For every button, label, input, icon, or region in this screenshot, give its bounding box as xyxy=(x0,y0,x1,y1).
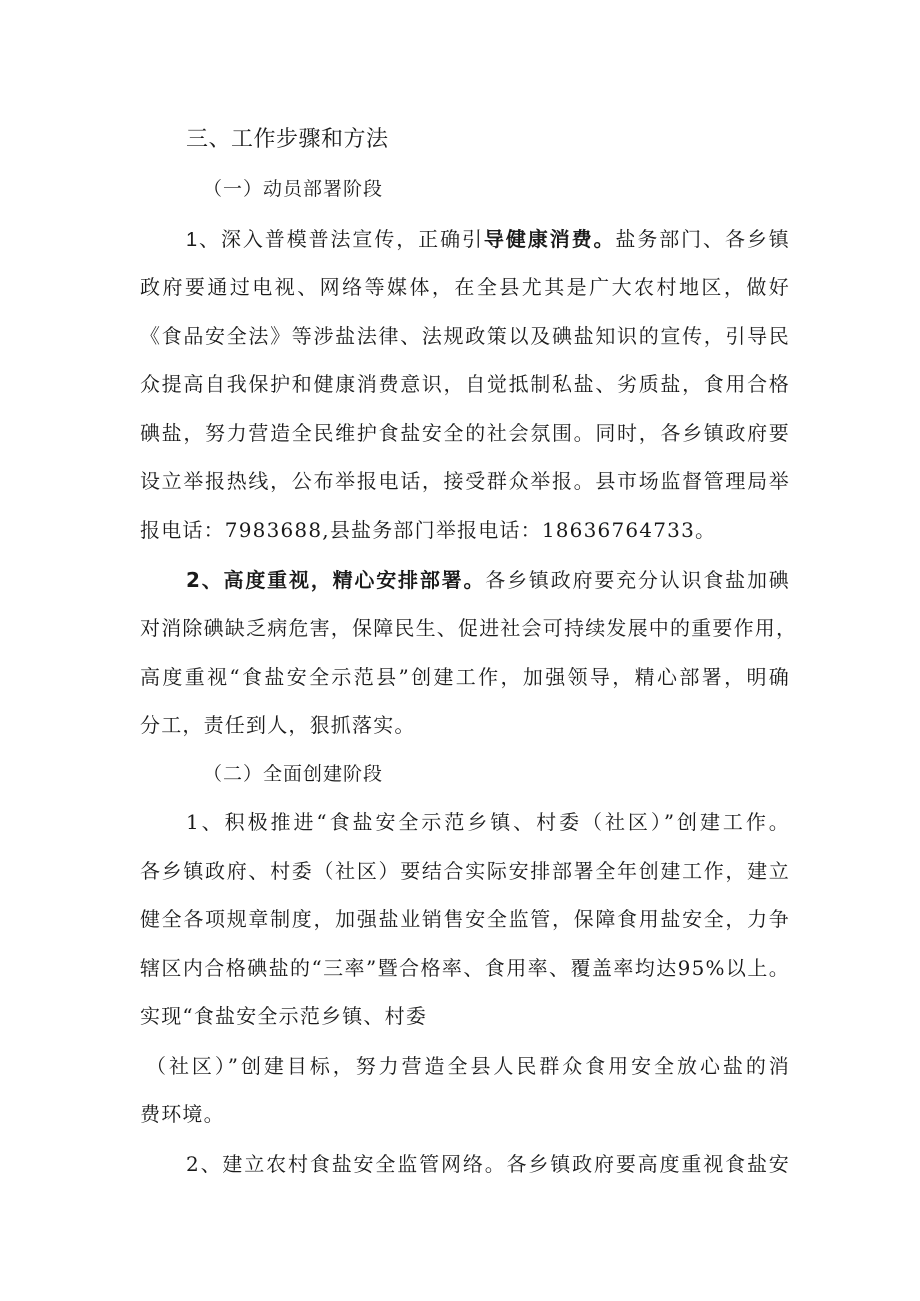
item-lead: 深入普模普法宣传，正确引 xyxy=(220,227,484,251)
paragraph-line: 高度重视“食盐安全示范县”创建工作，加强领导，精心部署，明确 xyxy=(140,665,790,689)
paragraph-line: 政府要通过电视、网络等媒体，在全县尤其是广大农村地区，做好 xyxy=(140,275,790,299)
item-lead-bold: 导健康消费。 xyxy=(483,227,616,251)
paragraph-line-phone: 报电话：7983688,县盐务部门举报电话：18636764733。 xyxy=(140,518,717,542)
item-text: 盐务部门、各乡镇 xyxy=(615,227,790,251)
paragraph-line: （社区）”创建目标，努力营造全县人民群众食用安全放心盐的消 xyxy=(146,1054,790,1078)
stage2-item1-line1: 1、积极推进“食盐安全示范乡镇、村委（社区）”创建工作。 xyxy=(186,810,790,834)
paragraph-line: 《食品安全法》等涉盐法律、法规政策以及碘盐知识的宣传，引导民 xyxy=(140,324,790,348)
stage2-title: （二）全面创建阶段 xyxy=(203,763,384,785)
paragraph-line: 设立举报热线，公布举报电话，接受群众举报。县市场监督管理局举 xyxy=(140,469,790,493)
stage2-item2-line1: 2、建立农村食盐安全监管网络。各乡镇政府要高度重视食盐安 xyxy=(186,1152,790,1176)
paragraph-line: 对消除碘缺乏病危害，保障民生、促进社会可持续发展中的重要作用， xyxy=(140,616,798,640)
stage1-item2-line1 xyxy=(186,566,790,594)
paragraph-line: 费环境。 xyxy=(140,1102,225,1126)
paragraph-line: 辖区内合格碘盐的“三率”暨合格率、食用率、覆盖率均达95%以上。 xyxy=(140,956,790,980)
section-heading: 三、工作步骤和方法 xyxy=(186,127,389,152)
paragraph-line: 健全各项规章制度，加强盐业销售安全监管，保障食用盐安全，力争 xyxy=(140,907,790,931)
paragraph-line: 分工，责任到人，狠抓落实。 xyxy=(140,713,416,737)
item-number: 1、 xyxy=(186,229,221,251)
stage1-title: （一）动员部署阶段 xyxy=(203,178,384,200)
paragraph-line: 各乡镇政府、村委（社区）要结合实际安排部署全年创建工作，建立 xyxy=(140,859,790,883)
stage1-item1-line1 xyxy=(186,225,790,254)
item-text: 各乡镇政府要充分认识食盐加碘 xyxy=(485,568,790,592)
item-lead-bold: 2、高度重视，精心安排部署。 xyxy=(186,568,486,592)
paragraph-line: 实现“食盐安全示范乡镇、村委 xyxy=(140,1004,428,1028)
paragraph-line: 碘盐，努力营造全民维护食盐安全的社会氛围。同时，各乡镇政府要 xyxy=(140,421,790,445)
paragraph-line: 众提高自我保护和健康消费意识，自觉抵制私盐、劣质盐，食用合格 xyxy=(140,372,790,396)
